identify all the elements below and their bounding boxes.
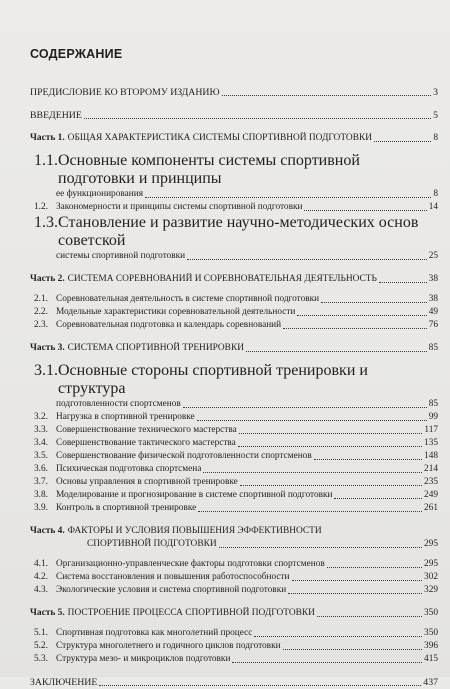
section-page: 350 [424, 628, 438, 638]
section-number: 5.3. [34, 654, 48, 664]
leader-dots [292, 580, 423, 581]
toc-entry-page: 3 [433, 87, 438, 98]
section-title: Совершенствование тактического мастерства [56, 438, 236, 448]
section-title: Становление и развитие научно-методических основ советской [58, 214, 419, 249]
section-number: 1.1. [34, 152, 58, 169]
toc-section-2-1[interactable] [34, 293, 438, 306]
toc-section-2-2[interactable] [34, 306, 438, 319]
section-title: Структура мезо- и микроциклов подготовки [56, 654, 231, 664]
part-page: 85 [428, 343, 438, 353]
section-number: 3.9. [34, 503, 48, 513]
section-page: 214 [424, 464, 438, 474]
toc-entry-page: 437 [423, 677, 438, 688]
leader-dots [240, 485, 422, 486]
section-number: 3.8. [34, 490, 48, 500]
leader-dots [222, 95, 432, 96]
section-page: 8 [433, 189, 438, 199]
section-page: 38 [428, 294, 438, 304]
section-page: 49 [428, 307, 438, 317]
toc-section-3-8[interactable] [34, 489, 438, 502]
part-title: ФАКТОРЫ И УСЛОВИЯ ПОВЫШЕНИЯ ЭФФЕКТИВНОСТИ [67, 526, 322, 536]
toc-part-1[interactable] [30, 132, 438, 145]
section-title-cont: подготовленности спортсменов [56, 399, 181, 409]
toc-section-3-9[interactable] [34, 502, 438, 515]
table-of-contents [30, 86, 438, 689]
toc-entry-conclusion[interactable] [30, 676, 438, 689]
toc-entry-title: ПРЕДИСЛОВИЕ КО ВТОРОМУ ИЗДАНИЮ [30, 87, 220, 98]
section-number: 2.3. [34, 320, 48, 330]
leader-dots [84, 118, 431, 119]
section-page: 415 [424, 654, 438, 664]
section-page: 135 [424, 438, 438, 448]
section-title: Организационно-управленческие факторы подготовки спортсменов [56, 559, 325, 569]
contents-heading: СОДЕРЖАНИЕ [30, 47, 123, 61]
section-number: 1.3. [34, 214, 58, 231]
toc-section-3-3[interactable] [34, 424, 438, 437]
toc-section-3-1[interactable] [34, 362, 438, 411]
section-page: 85 [428, 399, 438, 409]
leader-dots [99, 685, 421, 686]
leader-dots [317, 616, 422, 617]
section-number: 3.5. [34, 451, 48, 461]
part-title-cont: СПОРТИВНОЙ ПОДГОТОВКИ [87, 539, 217, 549]
part-page: 38 [428, 274, 438, 284]
toc-section-3-4[interactable] [34, 437, 438, 450]
section-title: Экологические условия и система спортивной подготовки [56, 585, 287, 595]
leader-dots [183, 407, 427, 408]
toc-section-3-2[interactable] [34, 411, 438, 424]
section-number: 3.3. [34, 425, 48, 435]
toc-section-4-1[interactable] [34, 558, 438, 571]
section-number: 1.2. [34, 202, 48, 212]
toc-section-3-7[interactable] [34, 476, 438, 489]
part-label: Часть 4. [30, 526, 65, 536]
section-title: Контроль в спортивной тренировке [56, 503, 197, 513]
part-label: Часть 3. [30, 343, 65, 353]
section-page: 261 [424, 503, 438, 513]
part-page: 8 [433, 133, 438, 143]
toc-entry-title: ВВЕДЕНИЕ [30, 110, 82, 121]
section-page: 329 [424, 585, 438, 595]
leader-dots [321, 302, 427, 303]
toc-part-3[interactable] [30, 342, 438, 355]
leader-dots [232, 662, 422, 663]
part-label: Часть 2. [30, 274, 65, 284]
section-title: Моделирование и прогнозирование в системе спортивной подготовки [56, 490, 333, 500]
section-title: Основные стороны спортивной тренировки и структура [58, 362, 368, 397]
section-title: Закономерности и принципы системы спортивной подготовки [56, 202, 303, 212]
section-page: 396 [424, 641, 438, 651]
toc-entry-preface[interactable] [30, 86, 438, 99]
section-number: 3.6. [34, 464, 48, 474]
part-label: Часть 5. [30, 608, 65, 618]
section-number: 3.7. [34, 477, 48, 487]
leader-dots [246, 351, 427, 352]
toc-entry-introduction[interactable] [30, 109, 438, 122]
section-title: Структура многолетнего и годичного циклов подготовки [56, 641, 281, 651]
section-title: Нагрузка в спортивной тренировке [56, 412, 195, 422]
toc-section-1-1[interactable] [34, 152, 438, 201]
section-page: 295 [424, 559, 438, 569]
section-number: 2.2. [34, 307, 48, 317]
section-title: Соревновательная деятельность в системе спортивной подготовки [56, 294, 320, 304]
section-page: 99 [428, 412, 438, 422]
part-page: 295 [423, 539, 438, 549]
section-title: Спортивная подготовка как многолетний процесс [56, 628, 253, 638]
leader-dots [187, 259, 427, 260]
leader-dots [334, 498, 422, 499]
part-title: СИСТЕМА СПОРТИВНОЙ ТРЕНИРОВКИ [67, 343, 244, 353]
section-page: 76 [428, 320, 438, 330]
leader-dots [283, 328, 427, 329]
leader-dots [283, 649, 422, 650]
leader-dots [197, 420, 427, 421]
toc-section-5-3[interactable] [34, 653, 438, 666]
leader-dots [297, 315, 426, 316]
section-title: Соревновательная подготовка и календарь соревнований [56, 320, 282, 330]
section-page: 302 [424, 572, 438, 582]
part-title: ОБЩАЯ ХАРАКТЕРИСТИКА СИСТЕМЫ СПОРТИВНОЙ ПОДГОТОВКИ [67, 133, 372, 143]
leader-dots [238, 446, 422, 447]
section-title: Основы управления в спортивной тренировке [56, 477, 238, 487]
toc-part-2[interactable] [30, 273, 438, 286]
leader-dots [288, 593, 422, 594]
section-page: 117 [424, 425, 438, 435]
leader-dots [314, 459, 422, 460]
section-page: 148 [424, 451, 438, 461]
section-number: 3.1. [34, 362, 58, 379]
section-page: 25 [428, 251, 438, 261]
part-title: СИСТЕМА СОРЕВНОВАНИЙ И СОРЕВНОВАТЕЛЬНАЯ ДЕЯТЕЛЬНОСТЬ [67, 274, 377, 284]
leader-dots [327, 567, 422, 568]
section-title: Основные компоненты системы спортивной подготовки и принципы [58, 152, 360, 187]
section-number: 5.2. [34, 641, 48, 651]
toc-section-5-2[interactable] [34, 640, 438, 653]
leader-dots [379, 282, 427, 283]
leader-dots [219, 547, 422, 548]
leader-dots [198, 511, 422, 512]
leader-dots [304, 210, 426, 211]
leader-dots [239, 433, 423, 434]
leader-dots [374, 141, 431, 142]
toc-section-3-5[interactable] [34, 450, 438, 463]
section-title: Совершенствование физической подготовленности спортсменов [56, 451, 312, 461]
leader-dots [203, 472, 422, 473]
section-number: 4.1. [34, 559, 48, 569]
toc-entry-page: 5 [433, 110, 438, 121]
section-title-cont: системы спортивной подготовки [56, 251, 186, 261]
section-number: 5.1. [34, 628, 48, 638]
toc-section-4-3[interactable] [34, 584, 438, 597]
leader-dots [145, 197, 431, 198]
section-number: 4.3. [34, 585, 48, 595]
part-title: ПОСТРОЕНИЕ ПРОЦЕССА СПОРТИВНОЙ ПОДГОТОВКИ [67, 608, 315, 618]
section-title: Модельные характеристики соревновательной деятельности [56, 307, 296, 317]
section-page: 14 [428, 202, 438, 212]
section-title: Система восстановления и повышения работоспособности [56, 572, 290, 582]
toc-section-5-1[interactable] [34, 627, 438, 640]
toc-section-2-3[interactable] [34, 319, 438, 332]
toc-section-1-2[interactable] [34, 201, 438, 214]
leader-dots [254, 636, 422, 637]
toc-entry-title: ЗАКЛЮЧЕНИЕ [30, 677, 98, 688]
section-title: Совершенствование технического мастерства [56, 425, 237, 435]
section-title: Психическая подготовка спортсмена [56, 464, 202, 474]
section-number: 3.4. [34, 438, 48, 448]
section-number: 4.2. [34, 572, 48, 582]
section-number: 3.2. [34, 412, 48, 422]
part-label: Часть 1. [30, 133, 65, 143]
section-page: 235 [424, 477, 438, 487]
toc-section-1-3[interactable] [34, 214, 438, 263]
toc-section-4-2[interactable] [34, 571, 438, 584]
toc-section-3-6[interactable] [34, 463, 438, 476]
toc-part-4[interactable] [30, 525, 438, 551]
part-page: 350 [423, 608, 438, 618]
section-number: 2.1. [34, 294, 48, 304]
toc-part-5[interactable] [30, 607, 438, 620]
section-title-cont: ее функционирования [56, 189, 143, 199]
section-page: 249 [424, 490, 438, 500]
